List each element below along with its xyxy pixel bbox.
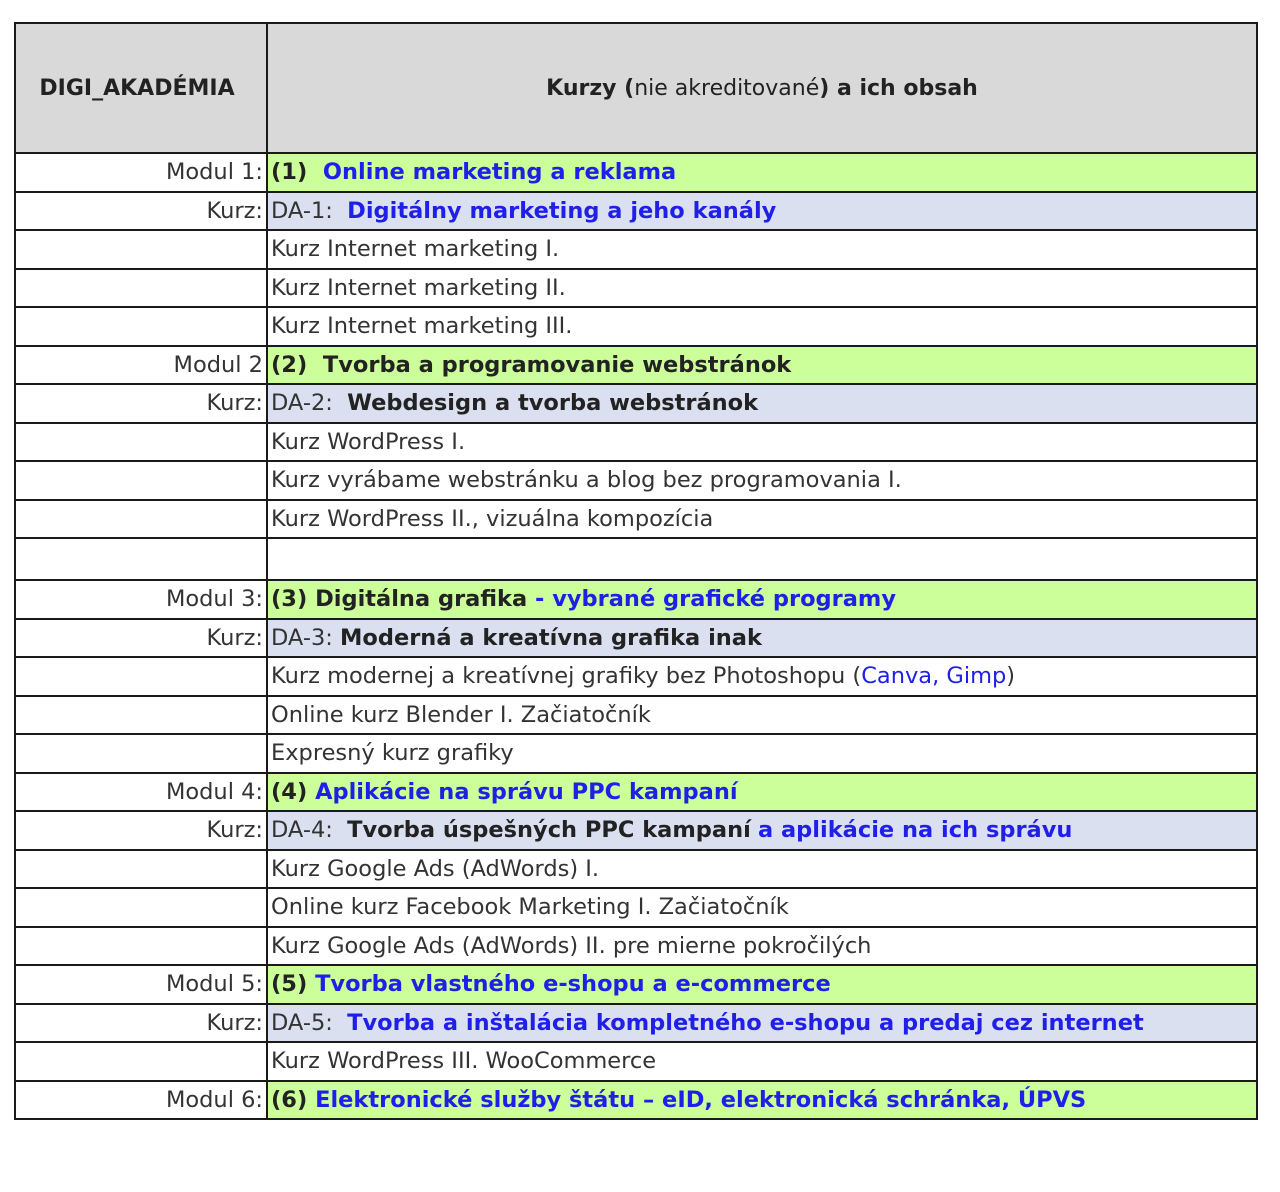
module-row-1 (15, 153, 1257, 192)
item-row (15, 657, 1257, 696)
module-label: Modul 1: (15, 153, 267, 192)
module-title: Tvorba vlastného e-shopu a e-commerce (315, 971, 831, 998)
item-text: Kurz vyrábame webstránku a blog bez programovania I. (267, 461, 1257, 500)
course-row-2 (15, 384, 1257, 423)
course-subtitle: a aplikácie na ich správu (757, 817, 1073, 844)
empty-row (15, 538, 1257, 580)
module-title: Tvorba a programovanie webstránok (322, 351, 792, 378)
module-title: Elektronické služby štátu – eID, elektronická schránka, ÚPVS (315, 1086, 1087, 1113)
header-bold-a: Kurzy ( (546, 75, 635, 101)
module-number: (4) (271, 778, 308, 805)
item-row (15, 423, 1257, 462)
course-label: Kurz: (15, 811, 267, 850)
item-row (15, 230, 1257, 269)
course-title: Tvorba úspešných PPC kampaní (347, 817, 751, 844)
module-label: Modul 4: (15, 773, 267, 812)
header-bold-b: ) a ich obsah (819, 75, 978, 101)
module-title-cell (267, 965, 1257, 1004)
course-title: Tvorba a inštalácia kompletného e-shopu a predaj cez internet (347, 1009, 1144, 1036)
module-label: Modul 3: (15, 580, 267, 619)
module-title-cell (267, 153, 1257, 192)
course-label: Kurz: (15, 384, 267, 423)
item-row (15, 927, 1257, 966)
module-number: (5) (271, 971, 308, 998)
course-row-4 (15, 811, 1257, 850)
item-row (15, 888, 1257, 927)
item-text: Online kurz Blender I. Začiatočník (267, 696, 1257, 735)
course-label: Kurz: (15, 1004, 267, 1043)
course-title: Webdesign a tvorba webstránok (347, 390, 759, 417)
item-text: Expresný kurz grafiky (267, 734, 1257, 773)
item-text: Kurz Google Ads (AdWords) I. (267, 850, 1257, 889)
course-title-cell (267, 1004, 1257, 1043)
module-row-6 (15, 1081, 1257, 1120)
item-text: Kurz Internet marketing II. (267, 269, 1257, 308)
header-courses (267, 23, 1257, 153)
course-table (14, 22, 1258, 1120)
item-row (15, 461, 1257, 500)
course-row-1 (15, 192, 1257, 231)
module-number: (2) (271, 351, 308, 378)
item-row (15, 269, 1257, 308)
item-text: Kurz WordPress II., vizuálna kompozícia (267, 500, 1257, 539)
item-text: Kurz Internet marketing I. (267, 230, 1257, 269)
course-row-3 (15, 619, 1257, 658)
item-text: Kurz WordPress I. (267, 423, 1257, 462)
module-row-2 (15, 346, 1257, 385)
item-text: Kurz WordPress III. WooCommerce (267, 1042, 1257, 1081)
course-row-5 (15, 1004, 1257, 1043)
module-title-cell (267, 1081, 1257, 1120)
course-table-sheet (14, 22, 1256, 1120)
course-title: Moderná a kreatívna grafika inak (340, 624, 762, 651)
item-text: Kurz Internet marketing III. (267, 307, 1257, 346)
module-label: Modul 6: (15, 1081, 267, 1120)
item-row (15, 696, 1257, 735)
header-light: nie akreditované (634, 75, 820, 101)
module-row-4 (15, 773, 1257, 812)
item-row (15, 1042, 1257, 1081)
item-row (15, 850, 1257, 889)
course-code: DA-1: (271, 197, 333, 224)
item-text (267, 657, 1257, 696)
module-number: (1) (271, 159, 308, 186)
course-label: Kurz: (15, 192, 267, 231)
module-title-cell (267, 580, 1257, 619)
course-code: DA-5: (271, 1009, 333, 1036)
module-label: Modul 2 (15, 346, 267, 385)
module-title: Digitálna grafika (315, 586, 528, 613)
item-row (15, 734, 1257, 773)
course-title-cell (267, 619, 1257, 658)
course-code: DA-3: (271, 624, 333, 651)
course-title: Digitálny marketing a jeho kanály (347, 197, 777, 224)
module-number: (3) (271, 586, 308, 613)
course-code: DA-4: (271, 817, 333, 844)
item-text-part: Kurz modernej a kreatívnej grafiky bez Photoshopu ( (271, 663, 862, 690)
course-title-cell (267, 192, 1257, 231)
header-academy: DIGI_AKADÉMIA (15, 23, 267, 153)
module-row-3 (15, 580, 1257, 619)
course-label: Kurz: (15, 619, 267, 658)
course-title-cell (267, 811, 1257, 850)
module-row-5 (15, 965, 1257, 1004)
course-title-cell (267, 384, 1257, 423)
item-text-blue: Canva, Gimp (861, 663, 1007, 690)
module-title-cell (267, 346, 1257, 385)
item-text: Kurz Google Ads (AdWords) II. pre mierne pokročilých (267, 927, 1257, 966)
course-code: DA-2: (271, 390, 333, 417)
module-number: (6) (271, 1086, 308, 1113)
module-title-cell (267, 773, 1257, 812)
module-label: Modul 5: (15, 965, 267, 1004)
item-row (15, 307, 1257, 346)
module-title: Aplikácie na správu PPC kampaní (315, 778, 738, 805)
module-title: Online marketing a reklama (322, 159, 677, 186)
item-text-part: ) (1006, 663, 1016, 690)
module-subtitle: - vybrané grafické programy (535, 586, 897, 613)
header-row (15, 23, 1257, 153)
item-text: Online kurz Facebook Marketing I. Začiatočník (267, 888, 1257, 927)
item-row (15, 500, 1257, 539)
